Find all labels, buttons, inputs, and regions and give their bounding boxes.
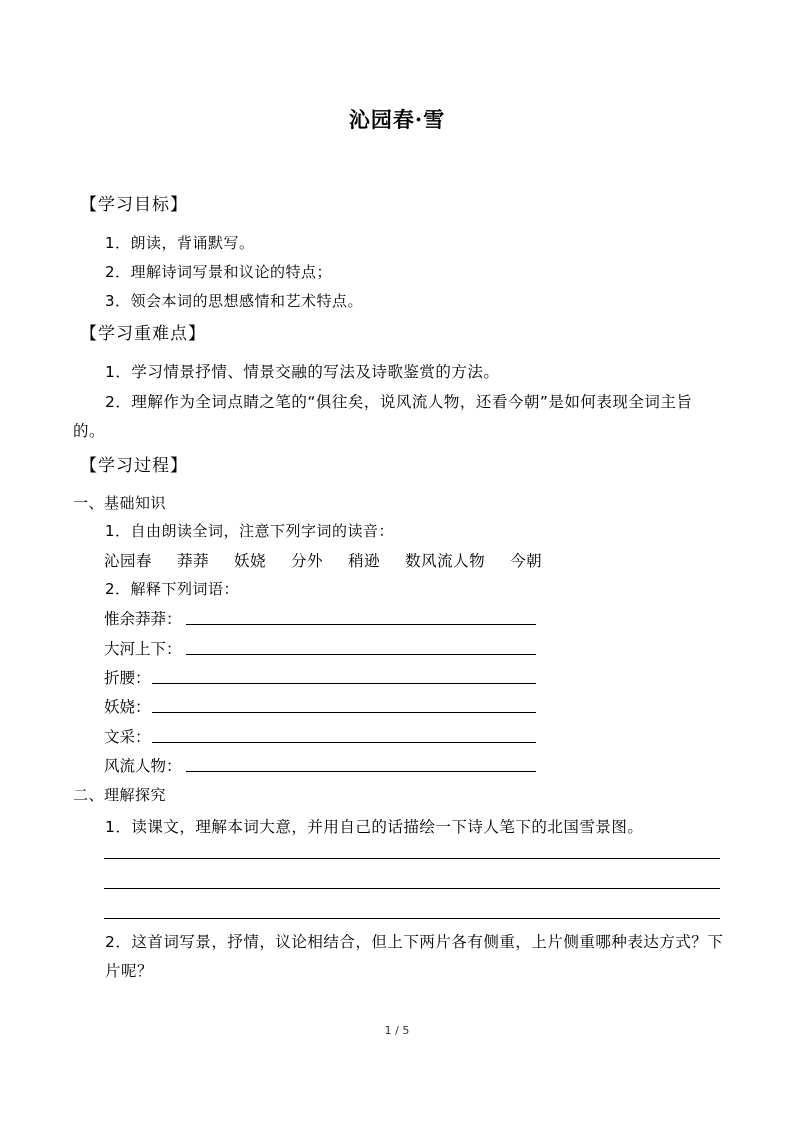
key-point-item: 1．学习情景抒情、情景交融的写法及诗歌鉴赏的方法。	[105, 363, 500, 381]
key-point-item: 2．理解作为全词点睛之笔的“俱往矣，说风流人物，还看今朝”是如何表现全词主旨	[105, 393, 693, 411]
vocab-item: 数风流人物	[405, 552, 486, 570]
objective-item: 2．理解诗词写景和议论的特点；	[105, 263, 333, 281]
part2-question-2: 2．这首词写景，抒情，议论相结合，但上下两片各有侧重，上片侧重哪种表达方式？下	[105, 933, 724, 951]
part1-question-2: 2．解释下列词语：	[105, 580, 240, 598]
field-label: 惟余莽莽：	[104, 610, 182, 628]
part1-heading: 一、基础知识	[73, 494, 167, 512]
answer-line[interactable]	[104, 888, 720, 889]
vocab-item: 沁园春	[104, 552, 153, 570]
answer-blank[interactable]	[186, 624, 536, 625]
answer-line[interactable]	[104, 858, 720, 859]
answer-blank[interactable]	[186, 654, 536, 655]
section-heading-key-points: 【学习重难点】	[80, 324, 206, 344]
field-label: 折腰：	[104, 669, 151, 687]
field-label: 文采：	[104, 728, 151, 746]
answer-blank[interactable]	[186, 771, 536, 772]
part2-heading: 二、理解探究	[73, 786, 167, 804]
field-label: 大河上下：	[104, 640, 182, 658]
vocab-item: 莽莽	[177, 552, 210, 570]
vocab-item: 妖娆	[234, 552, 267, 570]
page-indicator: 1 / 5	[384, 1024, 410, 1037]
answer-blank[interactable]	[152, 712, 536, 713]
section-heading-process: 【学习过程】	[80, 456, 188, 476]
part2-question-1: 1．读课文，理解本词大意，并用自己的话描绘一下诗人笔下的北国雪景图。	[105, 818, 644, 836]
vocab-list	[104, 549, 567, 571]
answer-blank[interactable]	[152, 742, 536, 743]
part1-question-1: 1．自由朗读全词，注意下列字词的读音：	[105, 522, 395, 540]
part2-question-2-continuation: 片呢？	[105, 962, 154, 980]
field-label: 妖娆：	[104, 698, 151, 716]
page-title: 沁园春·雪	[348, 107, 446, 132]
answer-blank[interactable]	[152, 683, 536, 684]
section-heading-objectives: 【学习目标】	[80, 195, 188, 215]
objective-item: 1．朗读，背诵默写。	[105, 234, 255, 252]
vocab-item: 稍逊	[348, 552, 381, 570]
vocab-item: 今朝	[510, 552, 543, 570]
key-point-item-continuation: 的。	[73, 422, 106, 440]
answer-line[interactable]	[104, 918, 720, 919]
field-label: 风流人物：	[104, 757, 182, 775]
vocab-item: 分外	[291, 552, 324, 570]
objective-item: 3．领会本词的思想感情和艺术特点。	[105, 292, 364, 310]
